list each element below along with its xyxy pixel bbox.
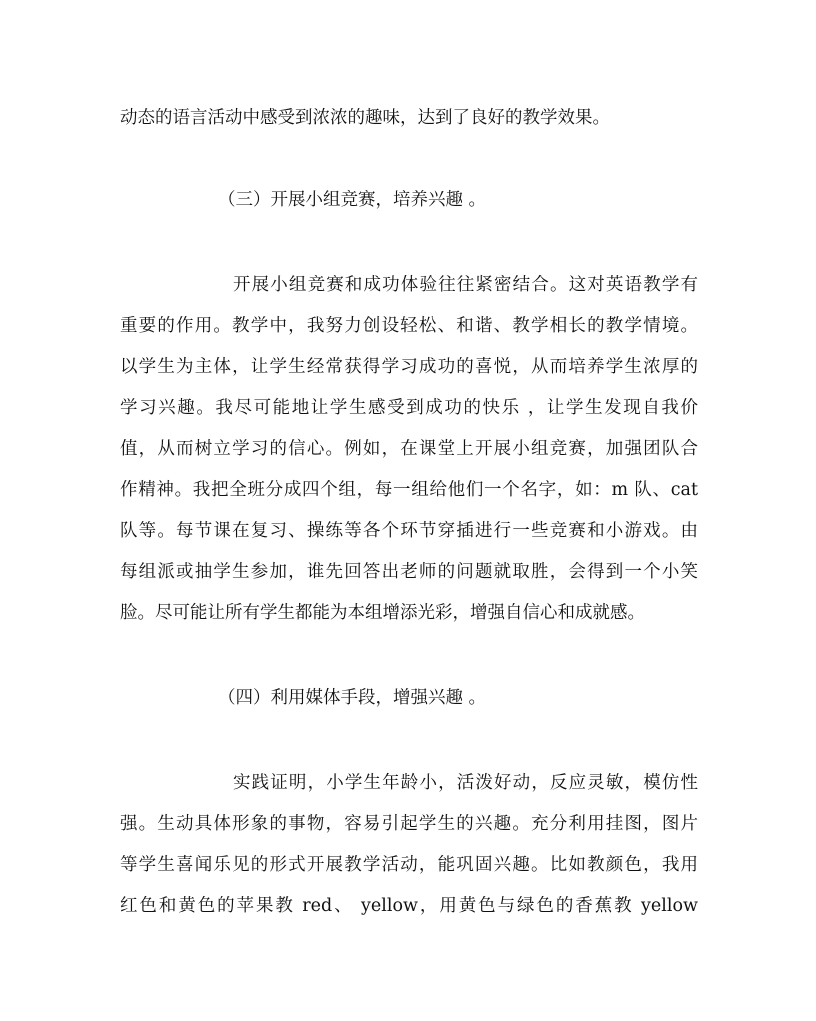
paragraph-line: 作精神。我把全班分成四个组，每一组给他们一个名字，如：m 队、cat <box>120 480 698 500</box>
paragraph-line: 等学生喜闻乐见的形式开展教学活动，能巩固兴趣。比如教颜色，我用 <box>120 855 698 875</box>
paragraph-line: 值，从而树立学习的信心。例如，在课堂上开展小组竞赛，加强团队合 <box>120 439 698 459</box>
paragraph-line: 学习兴趣。我尽可能地让学生感受到成功的快乐 ，让学生发现自我价 <box>120 398 698 418</box>
paragraph-line: 开展小组竞赛和成功体验往往紧密结合。这对英语教学有 <box>233 275 698 295</box>
section-heading-4: （四）利用媒体手段，增强兴趣 。 <box>218 688 487 708</box>
paragraph-line: 重要的作用。教学中，我努力创设轻松、和谐、教学相长的教学情境。 <box>120 316 698 336</box>
section-heading-3: （三）开展小组竞赛，培养兴趣 。 <box>218 190 487 210</box>
paragraph-tail: 动态的语言活动中感受到浓浓的趣味，达到了良好的教学效果。 <box>120 108 610 128</box>
paragraph-line: 队等。每节课在复习、操练等各个环节穿插进行一些竞赛和小游戏。由 <box>120 521 698 541</box>
paragraph-line: 强。生动具体形象的事物，容易引起学生的兴趣。充分利用挂图，图片 <box>120 814 698 834</box>
paragraph-line: 实践证明，小学生年龄小，活泼好动，反应灵敏，模仿性 <box>233 773 698 793</box>
paragraph-line: 红色和黄色的苹果教 red、 yellow，用黄色与绿色的香蕉教 yellow <box>120 896 698 916</box>
paragraph-line: 脸。尽可能让所有学生都能为本组增添光彩，增强自信心和成就感。 <box>120 603 645 623</box>
paragraph-line: 以学生为主体，让学生经常获得学习成功的喜悦，从而培养学生浓厚的 <box>120 357 698 377</box>
paragraph-line: 每组派或抽学生参加，谁先回答出老师的问题就取胜，会得到一个小笑 <box>120 562 698 582</box>
